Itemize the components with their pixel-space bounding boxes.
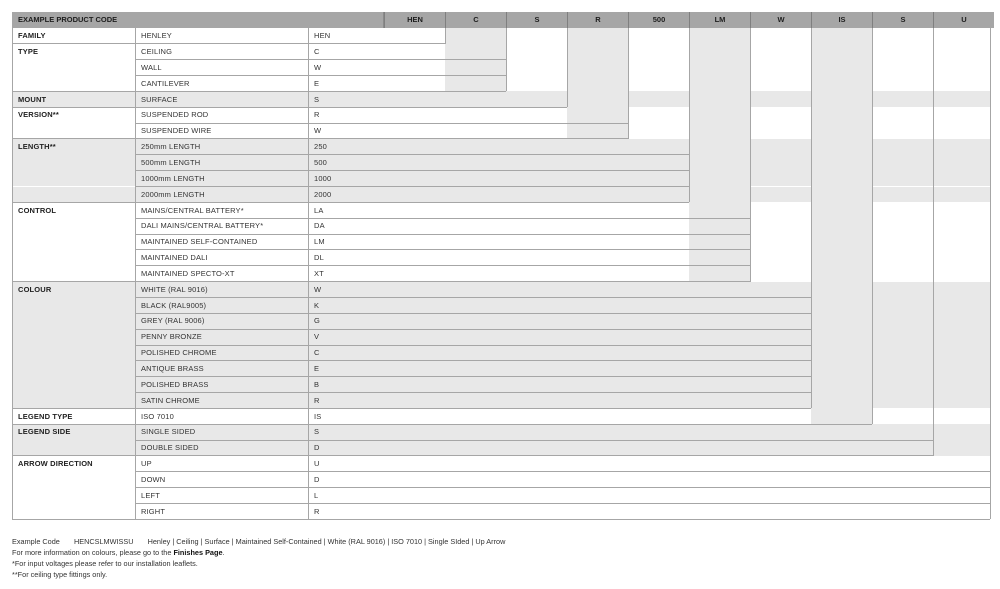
row-divider — [12, 202, 689, 203]
option-description: SUSPENDED WIRE — [141, 126, 212, 136]
option-description: MAINTAINED SELF-CONTAINED — [141, 237, 258, 247]
code-column-divider — [689, 28, 690, 202]
row-divider — [135, 154, 689, 155]
section-label: TYPE — [18, 47, 39, 57]
option-description: DOWN — [141, 474, 166, 484]
option-description: 500mm LENGTH — [141, 157, 201, 167]
option-code: S — [314, 427, 320, 437]
header-code-3: R — [567, 12, 628, 28]
option-code: R — [314, 110, 320, 120]
finishes-suffix: . — [222, 548, 225, 557]
option-code: 2000 — [314, 189, 332, 199]
row-divider — [135, 123, 628, 124]
option-code: W — [314, 284, 322, 294]
code-column-divider — [750, 28, 751, 282]
row-divider — [135, 297, 811, 298]
option-description: MAINS/CENTRAL BATTERY* — [141, 205, 244, 215]
example-code-description: Henley | Ceiling | Surface | Maintained Self-Contained | White (RAL 9016) | ISO 7010 | Single SIded | Up Arrow — [147, 537, 506, 546]
option-code: DA — [314, 221, 325, 231]
option-description: SURFACE — [141, 94, 178, 104]
header-code-7: IS — [811, 12, 872, 28]
table-right-border — [990, 12, 991, 519]
finishes-page-link[interactable]: Finishes Page — [173, 548, 223, 557]
code-column-divider — [506, 28, 507, 91]
row-divider — [135, 471, 990, 472]
section-label: LEGEND SIDE — [18, 427, 71, 437]
option-code: L — [314, 490, 319, 500]
row-divider — [12, 281, 750, 282]
option-code: W — [314, 126, 322, 136]
option-code: XT — [314, 268, 324, 278]
finishes-line — [12, 548, 225, 557]
option-description: SUSPENDED ROD — [141, 110, 209, 120]
option-description: MAINTAINED SPECTO-XT — [141, 268, 235, 278]
row-divider — [135, 170, 689, 171]
option-description: SINGLE SIDED — [141, 427, 196, 437]
option-description: 250mm LENGTH — [141, 142, 201, 152]
option-code: S — [314, 94, 320, 104]
section-label: VERSION** — [18, 110, 59, 120]
option-code: R — [314, 395, 320, 405]
code-column-divider — [567, 28, 568, 107]
example-code-value: HENCSLMWISSU — [73, 537, 134, 546]
option-code: E — [314, 364, 320, 374]
row-divider — [135, 487, 990, 488]
header-code-9: U — [933, 12, 994, 28]
code-column-divider — [628, 28, 629, 139]
table-header-title: EXAMPLE PRODUCT CODE — [12, 12, 384, 28]
row-divider — [12, 424, 872, 425]
row-divider — [135, 376, 811, 377]
section-label: FAMILY — [18, 31, 46, 41]
option-description: POLISHED CHROME — [141, 348, 217, 358]
row-divider — [135, 329, 811, 330]
option-code: IS — [314, 411, 322, 421]
section-label: CONTROL — [18, 205, 57, 215]
option-code: U — [314, 459, 320, 469]
header-code-1: C — [445, 12, 506, 28]
option-description: DOUBLE SIDED — [141, 443, 199, 453]
option-code: E — [314, 78, 320, 88]
code-column-divider — [872, 28, 873, 424]
row-divider — [135, 234, 750, 235]
section-label: ARROW DIRECTION — [18, 459, 93, 469]
option-code: K — [314, 300, 320, 310]
code-column-divider — [811, 28, 812, 408]
row-divider — [135, 503, 990, 504]
option-description: UP — [141, 459, 152, 469]
option-description: CANTILEVER — [141, 78, 190, 88]
ceiling-note: **For ceiling type fittings only. — [12, 570, 108, 579]
example-code-label: Example Code — [12, 537, 60, 546]
option-description: ISO 7010 — [141, 411, 174, 421]
section-label: COLOUR — [18, 284, 52, 294]
header-code-6: W — [750, 12, 811, 28]
code-column-divider — [445, 28, 446, 44]
row-divider — [135, 59, 506, 60]
header-code-2: S — [506, 12, 567, 28]
option-description: BLACK (RAL9005) — [141, 300, 207, 310]
row-divider — [135, 186, 689, 187]
row-divider — [135, 265, 750, 266]
code-column-divider — [933, 28, 934, 456]
header-code-8: S — [872, 12, 933, 28]
option-code: D — [314, 474, 320, 484]
finishes-prefix: For more information on colours, please go to the — [12, 548, 174, 557]
option-description: RIGHT — [141, 506, 166, 516]
option-description: WHITE (RAL 9016) — [141, 284, 208, 294]
row-divider — [12, 91, 506, 92]
option-code: DL — [314, 253, 324, 263]
header-code-5: LM — [689, 12, 750, 28]
option-code: B — [314, 379, 320, 389]
section-label: LEGEND TYPE — [18, 411, 73, 421]
option-code: 1000 — [314, 173, 332, 183]
option-code: R — [314, 506, 320, 516]
option-code: D — [314, 443, 320, 453]
row-divider — [135, 392, 811, 393]
row-divider — [12, 43, 445, 44]
table-left-border — [12, 12, 13, 519]
row-divider — [135, 345, 811, 346]
voltage-note: *For input voltages please refer to our installation leaflets. — [12, 559, 198, 568]
option-code: G — [314, 316, 320, 326]
option-description: DALI MAINS/CENTRAL BATTERY* — [141, 221, 264, 231]
option-description: LEFT — [141, 490, 160, 500]
option-description: WALL — [141, 62, 162, 72]
option-description: ANTIQUE BRASS — [141, 364, 204, 374]
option-code: LM — [314, 237, 325, 247]
example-code-line — [12, 537, 505, 546]
section-label: MOUNT — [18, 94, 47, 104]
option-code: C — [314, 47, 320, 57]
option-description: GREY (RAL 9006) — [141, 316, 205, 326]
option-code: C — [314, 348, 320, 358]
row-divider — [135, 75, 506, 76]
header-code-4: 500 — [628, 12, 689, 28]
option-description: PENNY BRONZE — [141, 332, 202, 342]
column-divider — [135, 28, 136, 519]
option-description: POLISHED BRASS — [141, 379, 209, 389]
section-label: LENGTH** — [18, 142, 56, 152]
option-code: LA — [314, 205, 324, 215]
option-code: 500 — [314, 157, 327, 167]
row-divider — [135, 218, 750, 219]
row-divider — [135, 440, 933, 441]
option-description: HENLEY — [141, 31, 172, 41]
option-description: 2000mm LENGTH — [141, 189, 205, 199]
row-divider — [12, 408, 811, 409]
row-divider — [12, 107, 567, 108]
option-code: V — [314, 332, 320, 342]
row-divider — [12, 138, 628, 139]
row-divider — [135, 313, 811, 314]
row-divider — [135, 360, 811, 361]
header-code-0: HEN — [384, 12, 445, 28]
option-description: MAINTAINED DALI — [141, 253, 208, 263]
option-code: W — [314, 62, 322, 72]
option-description: SATIN CHROME — [141, 395, 200, 405]
option-description: 1000mm LENGTH — [141, 173, 205, 183]
table-bottom-border — [12, 519, 990, 520]
option-code: 250 — [314, 142, 327, 152]
column-divider — [308, 28, 309, 519]
row-divider — [12, 455, 933, 456]
option-description: CEILING — [141, 47, 173, 57]
option-code: HEN — [314, 31, 331, 41]
row-divider — [135, 249, 750, 250]
